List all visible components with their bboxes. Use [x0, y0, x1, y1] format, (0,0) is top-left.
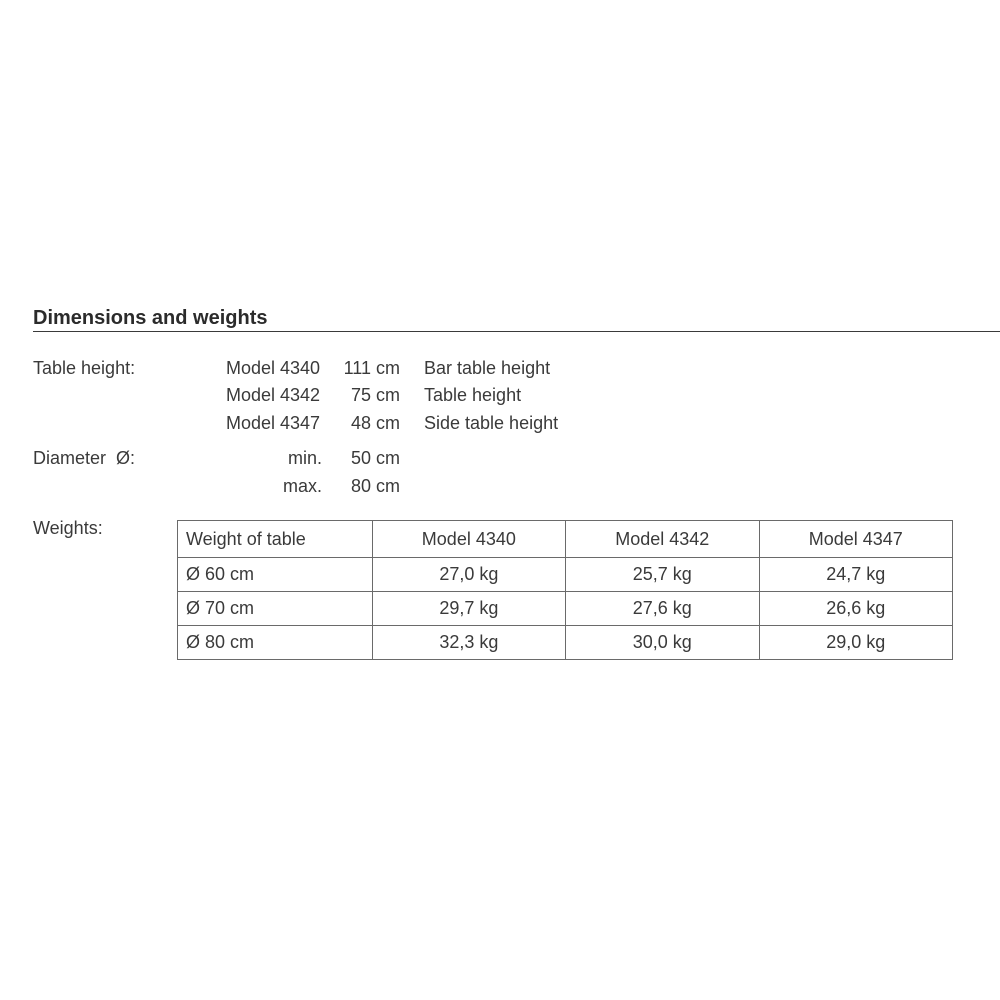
table-cell: 24,7 kg [759, 558, 952, 592]
diameter-qualifier: min. [287, 448, 322, 468]
table-height-value: 75 [350, 385, 371, 405]
table-cell: 29,7 kg [372, 592, 565, 626]
header-cell: Model 4342 [566, 521, 759, 558]
diameter-qualifier: max. [282, 476, 322, 496]
table-height-value: 48 [350, 413, 371, 433]
header-cell: Weight of table [178, 521, 373, 558]
diameter-label: Diameter Ø: [33, 448, 136, 468]
title-divider [33, 331, 1000, 332]
table-header-row [178, 521, 953, 558]
diameter-unit: cm [376, 476, 400, 496]
table-cell: 27,0 kg [372, 558, 565, 592]
table-cell: Ø 70 cm [178, 592, 373, 626]
table-height-unit: cm [376, 413, 400, 433]
section-title: Dimensions and weights [33, 307, 268, 329]
diameter-unit: cm [376, 448, 400, 468]
table-height-unit: cm [376, 385, 400, 405]
table-height-model: Model 4340 [226, 358, 321, 378]
diameter-value: 80 [350, 476, 371, 496]
table-cell: 32,3 kg [372, 626, 565, 660]
table-height-description: Bar table height [424, 358, 551, 378]
table-height-label: Table height: [33, 358, 136, 378]
table-cell: 29,0 kg [759, 626, 952, 660]
table-cell: 27,6 kg [566, 592, 759, 626]
table-height-description: Table height [424, 385, 522, 405]
header-cell: Model 4340 [372, 521, 565, 558]
table-row [178, 558, 953, 592]
diameter-value: 50 [350, 448, 371, 468]
table-row [178, 626, 953, 660]
table-cell: 26,6 kg [759, 592, 952, 626]
weights-label: Weights: [33, 518, 103, 538]
header-cell: Model 4347 [759, 521, 952, 558]
table-height-description: Side table height [424, 413, 559, 433]
table-height-model: Model 4347 [226, 413, 321, 433]
weights-table [177, 520, 953, 660]
table-height-model: Model 4342 [226, 385, 321, 405]
table-cell: Ø 60 cm [178, 558, 373, 592]
table-height-unit: cm [376, 358, 400, 378]
table-cell: 30,0 kg [566, 626, 759, 660]
table-cell: 25,7 kg [566, 558, 759, 592]
table-height-value: 111 [343, 358, 371, 378]
table-row [178, 592, 953, 626]
table-cell: Ø 80 cm [178, 626, 373, 660]
